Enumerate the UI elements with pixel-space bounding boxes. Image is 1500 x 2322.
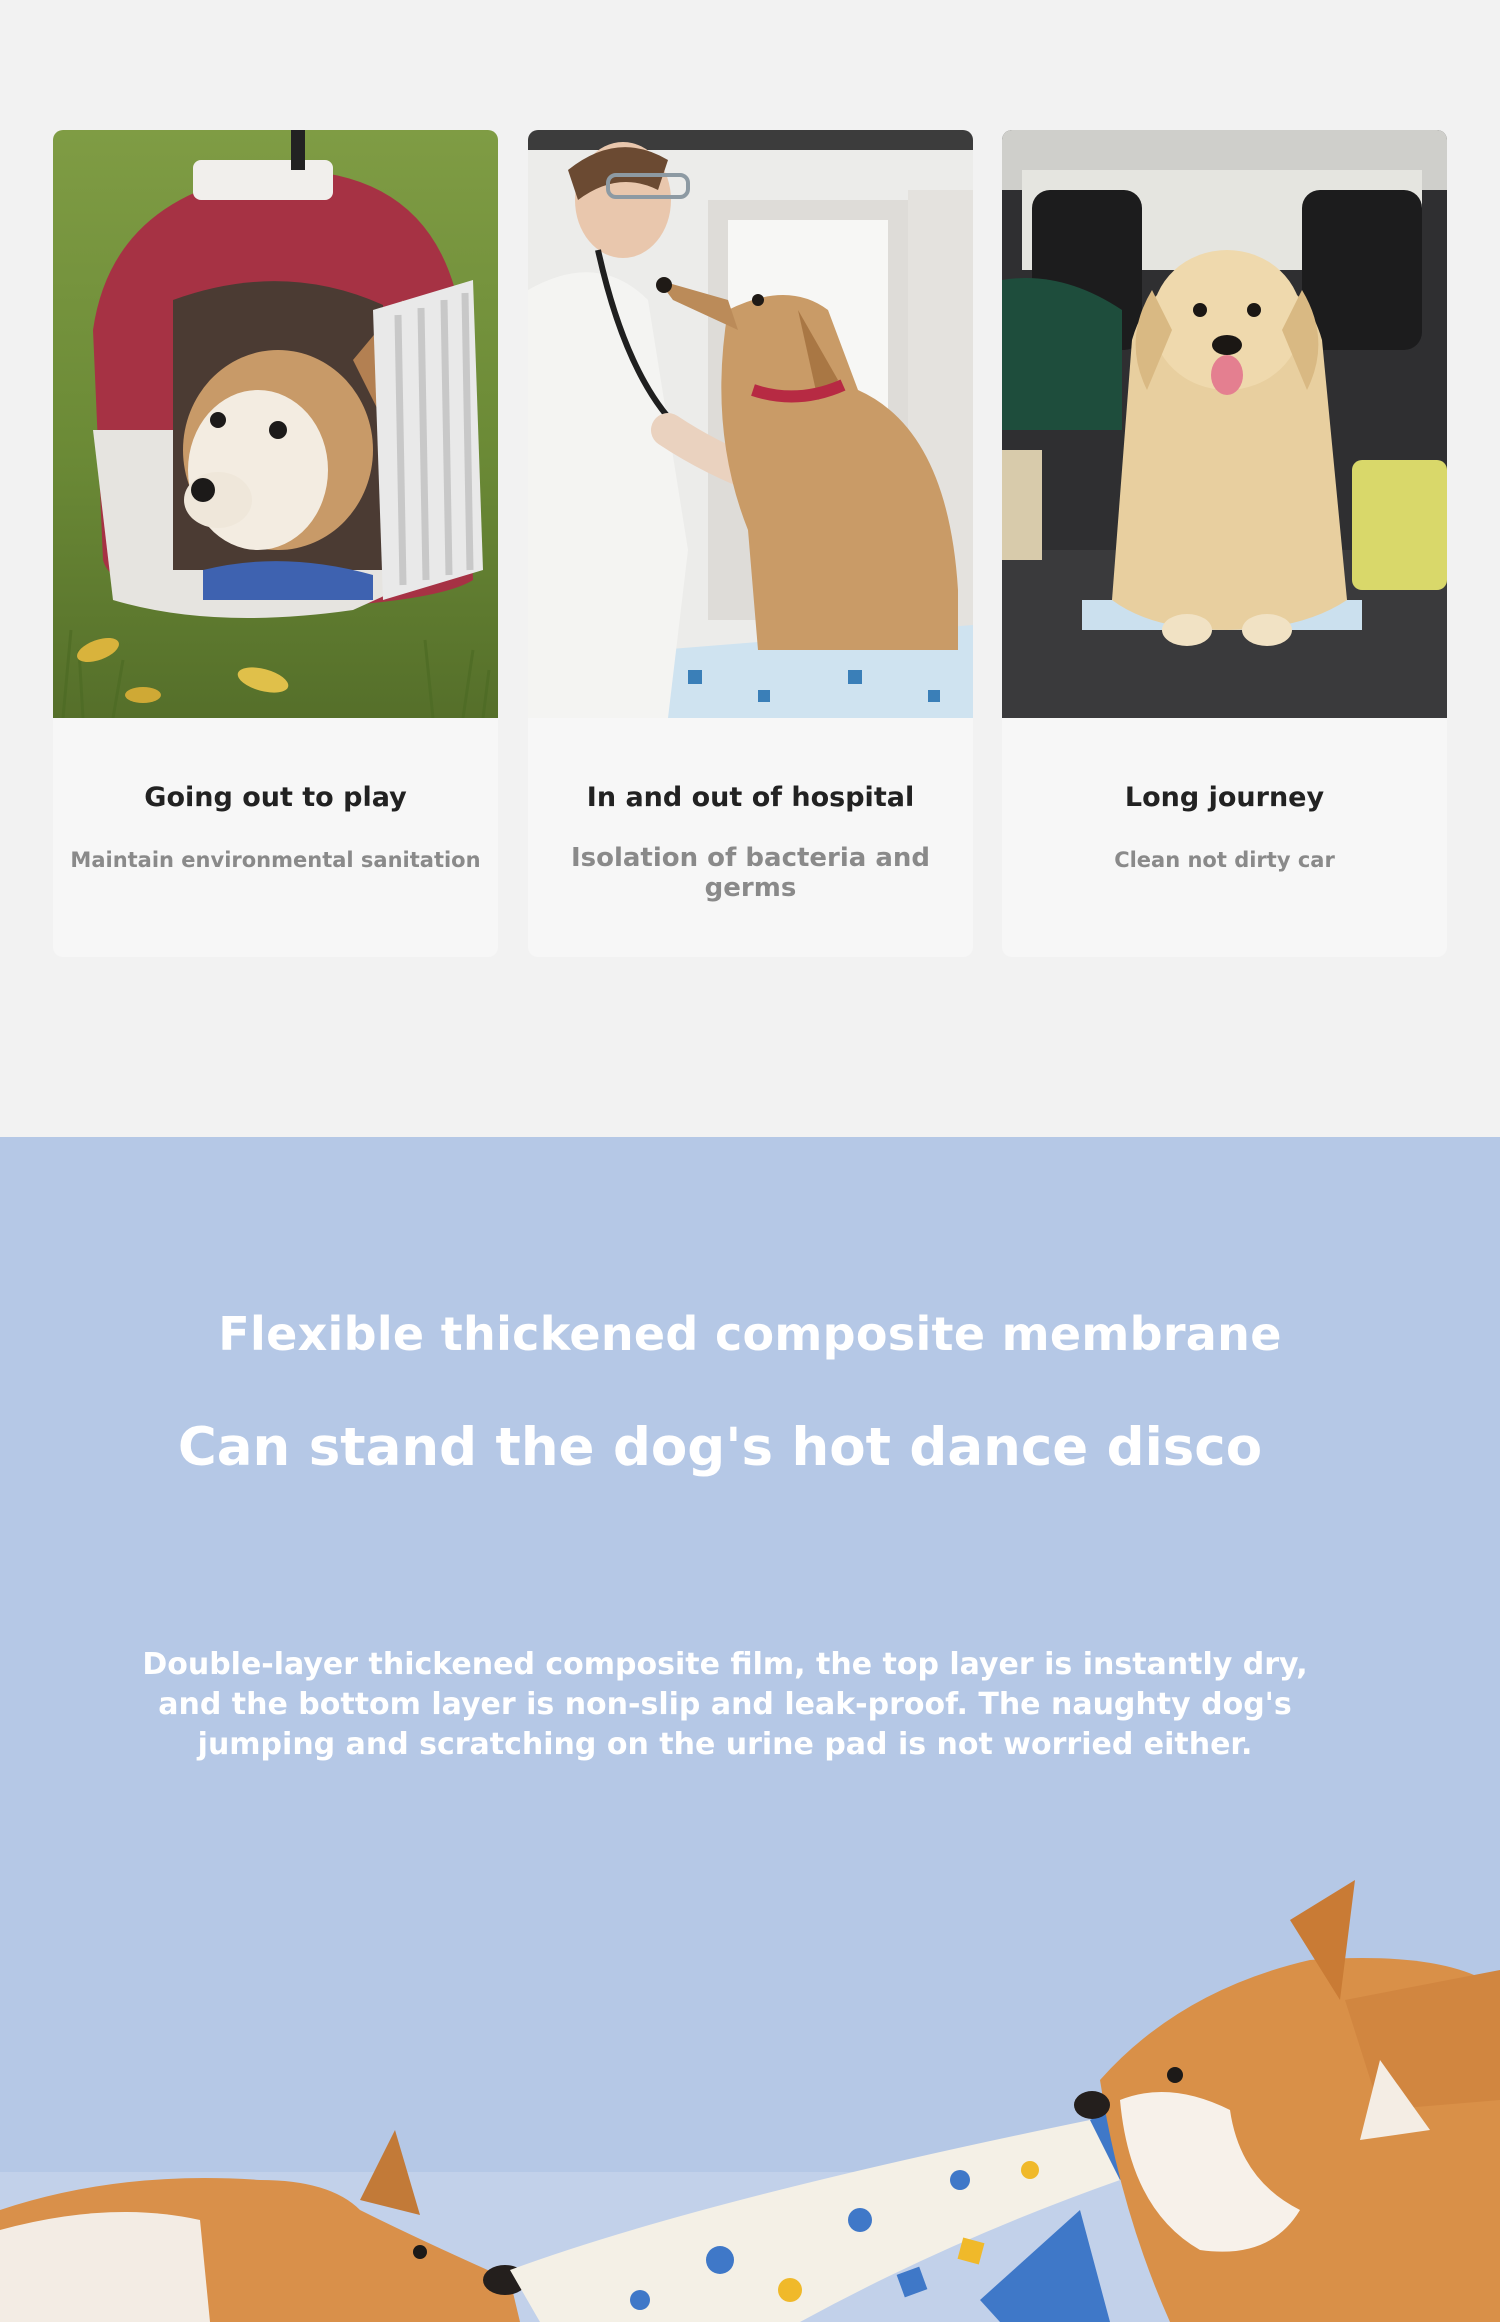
card-subtitle: Clean not dirty car xyxy=(1114,848,1335,872)
card-title: In and out of hospital xyxy=(586,782,915,813)
card-subtitle: Maintain environmental sanitation xyxy=(70,848,481,872)
feature-section xyxy=(0,1137,1500,2322)
card-subtitle: Isolation of bacteria and germs xyxy=(570,843,931,903)
scenario-card-journey xyxy=(1002,130,1447,957)
corgis-tugging-pad-photo xyxy=(0,1880,1500,2322)
usage-scenarios-section xyxy=(0,0,1500,1137)
scenario-card-hospital xyxy=(528,130,973,957)
scenario-card-going-out xyxy=(53,130,498,957)
feature-tagline: Can stand the dog's hot dance disco xyxy=(177,1417,1263,1478)
card-title: Long journey xyxy=(1124,782,1325,813)
feature-headline: Flexible thickened composite membrane xyxy=(218,1307,1282,1361)
card-title: Going out to play xyxy=(144,782,407,813)
vet-examining-dog-photo xyxy=(528,130,973,718)
golden-retriever-in-car-photo xyxy=(1002,130,1447,718)
feature-description: Double-layer thickened composite film, the top layer is instantly dry, and the bottom layer is non-slip and leak-proof. The naughty dog's jumping and scratching on the urine pad is not worried either. xyxy=(142,1647,1308,1762)
dog-in-pet-carrier-photo xyxy=(53,130,498,718)
